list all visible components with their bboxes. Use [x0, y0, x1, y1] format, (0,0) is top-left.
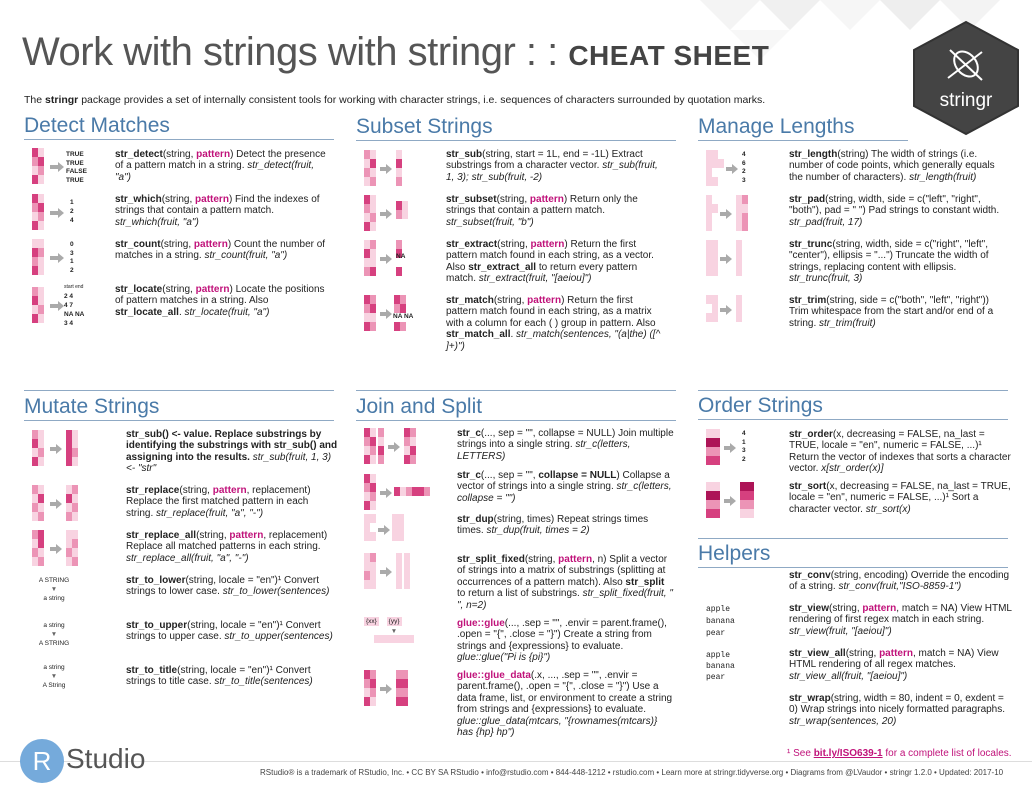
section-helpers-title: Helpers: [698, 542, 771, 565]
section-divider: [698, 538, 1008, 539]
entry-str-c-collapse: str_c(..., sep = "", collapse = NULL) Collapse a vector of strings into a single string. str_c(letters, collapse = ""): [457, 470, 672, 504]
section-divider: [698, 140, 908, 141]
section-divider: [698, 567, 1008, 568]
str-replace-diagram: [30, 485, 86, 525]
str-sub-diagram: [362, 150, 412, 190]
helper-view-words: apple banana pear: [706, 605, 735, 638]
entry-str-extract: str_extract(string, pattern) Return the first pattern match found in each string, as a vector. Also str_extract_all to return every pattern match. str_extract(fruit, "[aeiou]"): [446, 239, 654, 285]
section-divider: [24, 390, 334, 391]
helper-view-all-words: apple banana pear: [706, 651, 735, 682]
entry-str-replace: str_replace(string, pattern, replacement) Replace the first matched pattern in each string. str_replace(fruit, "a", "-"): [126, 485, 311, 519]
entry-glue-data: glue::glue_data(.x, ..., .sep = "", .envir = parent.frame(), .open = "{", .close = "}") Use a data frame, list, or environment to create a string from strings and {expressions} to evaluate. glue::glue_data(mtcars, "{rownames(mtcars)} has {hp} hp"): [457, 670, 673, 739]
section-subset-title: Subset Strings: [356, 115, 493, 138]
locales-footnote: ¹ See bit.ly/ISO639-1 for a complete list of locales.: [787, 748, 1012, 759]
section-mutate-title: Mutate Strings: [24, 395, 160, 418]
str-split-fixed-diagram: [362, 553, 422, 593]
to-title-diagram: a string ▼ A String: [42, 664, 66, 689]
entry-str-to-lower: str_to_lower(string, locale = "en")¹ Convert strings to lower case. str_to_lower(sentences): [126, 575, 330, 598]
str-trim-diagram: [704, 295, 754, 335]
entry-str-length: str_length(string) The width of strings (i.e. number of code points, which generally equals the number of characters). str_length(fruit): [789, 149, 995, 183]
entry-str-wrap: str_wrap(string, width = 80, indent = 0, exdent = 0) Wrap strings into nicely formatted paragraphs. str_wrap(sentences, 20): [789, 693, 1006, 727]
svg-text:R: R: [32, 746, 52, 776]
section-join-title: Join and Split: [356, 395, 483, 418]
entry-str-locate: str_locate(string, pattern) Locate the positions of pattern matches in a string. Also str_locate_all. str_locate(fruit, "a"): [115, 284, 325, 318]
entry-str-order: str_order(x, decreasing = FALSE, na_last = TRUE, locale = "en", numeric = FALSE, ...)¹ Return the vector of indexes that sorts a character vector. x[str_order(x)]: [789, 429, 1011, 475]
entry-str-trunc: str_trunc(string, width, side = c("right", "left", "center"), ellipsis = "...") Truncate the width of strings, replacing content with ellipsis. str_trunc(fruit, 3): [789, 239, 989, 285]
entry-str-sub: str_sub(string, start = 1L, end = -1L) Extract substrings from a character vector. str_sub(fruit, 1, 3); str_sub(fruit, -2): [446, 149, 658, 183]
entry-str-conv: str_conv(string, encoding) Override the encoding of a string. str_conv(fruit,"ISO-8859-1"): [789, 570, 1010, 593]
str-c-diagram: [362, 428, 422, 468]
count-num-labels: 0 3 1 2: [70, 241, 74, 274]
str-sub-assign-diagram: [30, 430, 86, 470]
section-divider: [24, 420, 334, 421]
str-c-collapse-diagram: [362, 474, 434, 514]
entry-str-c: str_c(..., sep = "", collapse = NULL) Join multiple strings into a single string. str_c(letters, LETTERS): [457, 428, 674, 462]
match-na-label: NA NA: [393, 313, 414, 320]
extract-na-label: NA: [396, 253, 406, 260]
order-num-labels: 4 1 3 2: [742, 430, 746, 463]
entry-str-split-fixed: str_split_fixed(string, pattern, n) Split a vector of strings into a matrix of substrings (splitting at occurrences of a pattern match). Also str_split to return a list of substrings. str_split_fixed(fruit, " ", n=2): [457, 554, 673, 611]
entry-str-trim: str_trim(string, side = c("both", "left", "right")) Trim whitespace from the start and/or end of a string. str_trim(fruit): [789, 295, 994, 329]
section-divider: [356, 420, 676, 421]
rstudio-logo-icon: [18, 737, 66, 785]
entry-str-to-upper: str_to_upper(string, locale = "en")¹ Convert strings to upper case. str_to_upper(sentences): [126, 620, 333, 643]
str-dup-diagram: [362, 514, 422, 554]
str-pad-diagram: [704, 195, 754, 235]
entry-str-to-title: str_to_title(string, locale = "en")¹ Convert strings to title case. str_to_title(sentences): [126, 665, 313, 688]
entry-str-match: str_match(string, pattern) Return the first pattern match found in each string, as a matrix with a column for each ( ) group in pattern. Also str_match_all. str_match(sentences, "(a|the) ([^ ]+)"): [446, 295, 661, 352]
locales-link[interactable]: bit.ly/ISO639-1: [813, 748, 883, 759]
str-subset-diagram: [362, 195, 412, 235]
entry-str-which: str_which(string, pattern) Find the indexes of strings that contain a pattern match. str_which(fruit, "a"): [115, 194, 320, 228]
which-num-labels: 1 2 4: [70, 199, 74, 224]
entry-str-subset: str_subset(string, pattern) Return only the strings that contain a pattern match. str_subset(fruit, "b"): [446, 194, 638, 228]
section-order-title: Order Strings: [698, 394, 823, 417]
footer-text: RStudio® is a trademark of RStudio, Inc. • CC BY SA RStudio • info@rstudio.com • 844-448-1212 • rstudio.com • Learn more at stringr.tidyverse.org • Diagrams from @LVaudor • stringr 1.2.0 • Updated: 2017-10: [260, 768, 1004, 777]
str-extract-diagram: [362, 240, 412, 280]
section-detect-title: Detect Matches: [24, 114, 170, 137]
entry-str-view-all: str_view_all(string, pattern, match = NA) View HTML rendering of all regex matches. str_view_all(fruit, "[aeiou]"): [789, 648, 999, 682]
str-order-diagram: [704, 429, 744, 469]
entry-str-replace-all: str_replace_all(string, pattern, replacement) Replace all matched patterns in each string. str_replace_all(fruit, "a", "-"): [126, 530, 328, 564]
str-replace-all-diagram: [30, 530, 86, 570]
glue-data-diagram: [362, 670, 422, 710]
glue-diagram: {xx} {yy} ▼: [364, 618, 424, 643]
rstudio-logo-text: Studio: [66, 743, 146, 774]
entry-str-pad: str_pad(string, width, side = c("left", "right", "both"), pad = " ") Pad strings to constant width. str_pad(fruit, 17): [789, 194, 1000, 228]
str-trunc-diagram: [704, 240, 754, 280]
section-divider: [356, 140, 676, 141]
section-lengths-title: Manage Lengths: [698, 115, 855, 138]
section-divider: [698, 390, 1008, 391]
section-divider: [356, 390, 676, 391]
entry-glue: glue::glue(..., .sep = "", .envir = parent.frame(), .open = "{", .close = "}") Create a string from strings and {expressions} to evaluate. glue::glue("Pi is {pi}"): [457, 618, 667, 664]
entry-str-view: str_view(string, pattern, match = NA) View HTML rendering of first regex match in each string. str_view(fruit, "[aeiou]"): [789, 603, 1012, 637]
entry-str-sort: str_sort(x, decreasing = FALSE, na_last = TRUE, locale = "en", numeric = FALSE, ...)¹ Sort a character vector. str_sort(x): [789, 481, 1011, 515]
intro-text: The stringr package provides a set of internally consistent tools for working with character strings, i.e. sequences of characters surrounded by quotation marks.: [24, 94, 766, 106]
locate-labels: start end 2 4 4 7 NA NA 3 4: [64, 284, 85, 327]
detect-bool-labels: TRUE TRUE FALSE TRUE: [66, 151, 87, 184]
entry-str-count: str_count(string, pattern) Count the number of matches in a string. str_count(fruit, "a"): [115, 239, 326, 262]
hex-logo-text: stringr: [939, 90, 993, 111]
footer-divider: [0, 761, 1032, 762]
page-title: Work with strings with stringr : : CHEAT SHEET: [22, 30, 770, 74]
stringr-hex-logo: [910, 20, 1022, 136]
entry-str-dup: str_dup(string, times) Repeat strings times times. str_dup(fruit, times = 2): [457, 514, 649, 537]
entry-str-detect: str_detect(string, pattern) Detect the presence of a pattern match in a string. str_detect(fruit, "a"): [115, 149, 326, 183]
entry-str-sub-assign: str_sub() <- value. Replace substrings by identifying the substrings with str_sub() and assigning into the results. str_sub(fruit, 1, 3) <- "str": [126, 429, 338, 475]
section-divider: [698, 419, 1008, 420]
length-num-labels: 4 6 2 3: [742, 151, 746, 184]
section-divider: [24, 139, 334, 140]
to-upper-diagram: a string ▼ A STRING: [38, 622, 70, 647]
str-sort-diagram: [704, 482, 764, 522]
to-lower-diagram: A STRING ▼ a string: [38, 577, 70, 602]
